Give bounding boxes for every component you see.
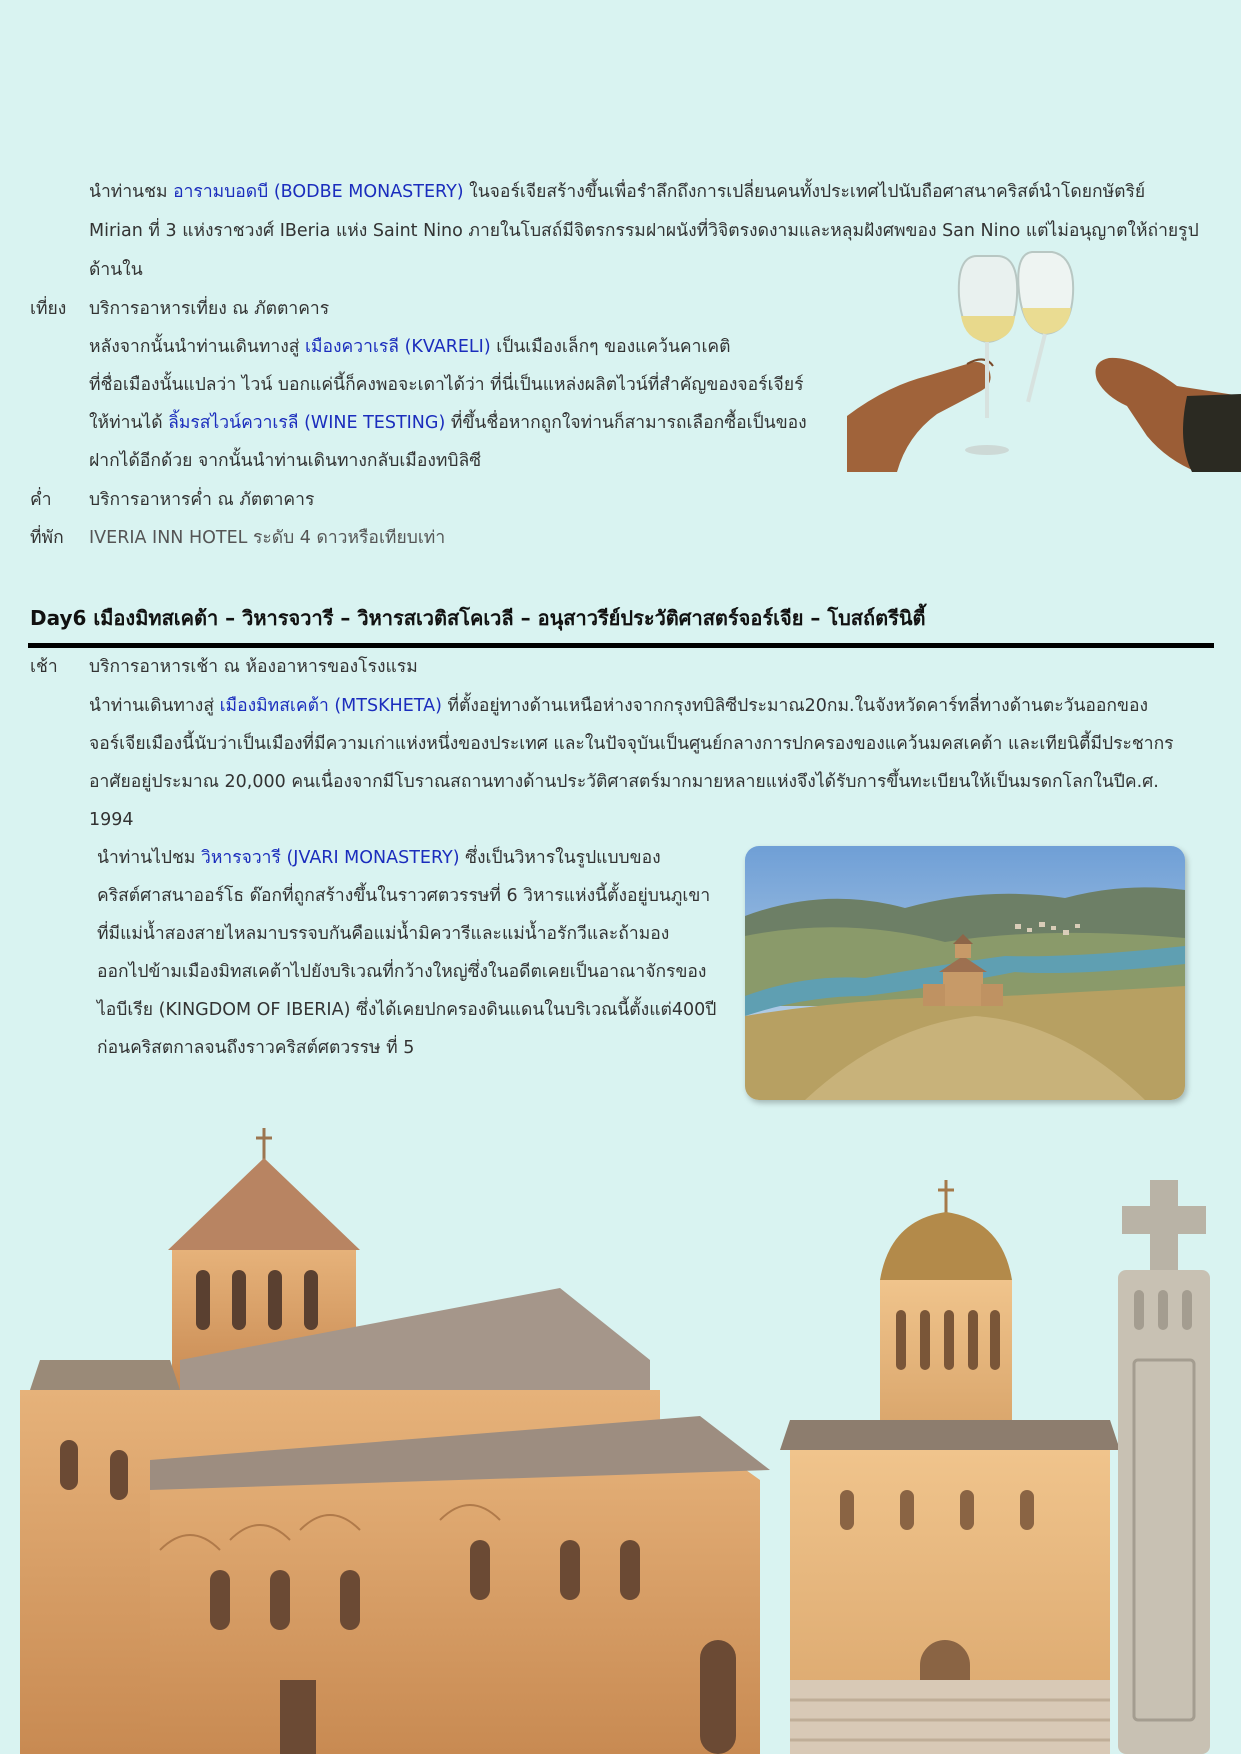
jvari-monastery-photo xyxy=(745,846,1185,1100)
mtskheta-line-2: จอร์เจียเมืองนี้นับว่าเป็นเมืองที่มีความเก่าแห่งหนึ่งของประเทศ และในปัจจุบันเป็นศูนย์กลางการปกครองของแคว้นมคสเคต้า และเทียนิตี้มีประชากร xyxy=(89,734,1174,754)
jvari-line-1 xyxy=(97,846,661,870)
text: นำท่านไปชม xyxy=(97,848,202,868)
lunch-label: เที่ยง xyxy=(30,299,67,319)
text: ที่ขึ้นชื่อหากถูกใจท่านก็สามารถเลือกซื้อเป็นของ xyxy=(445,413,807,433)
bodbe-line-1 xyxy=(89,180,1145,204)
bodbe-monastery-name: อารามบอดบี (BODBE MONASTERY) xyxy=(173,182,464,202)
text: นำท่านชม xyxy=(89,182,174,202)
wine-testing-name: ลิ้มรสไวน์ควาเรลี (WINE TESTING) xyxy=(168,413,446,433)
mtskheta-name: เมืองมิทสเคต้า (MTSKHETA) xyxy=(219,696,442,716)
breakfast-text: บริการอาหารเช้า ณ ห้องอาหารของโรงแรม xyxy=(89,657,418,677)
text: ซึ่งเป็นวิหารในรูปแบบของ xyxy=(459,848,661,868)
mtskheta-line-1 xyxy=(89,694,1148,718)
jvari-line-2: คริสต์ศาสนาออร์โธ ด๊อกที่ถูกสร้างขึ้นในราวศตวรรษที่ 6 วิหารแห่งนี้ตั้งอยู่บนภูเขา xyxy=(97,886,711,906)
text: ที่ตั้งอยู่ทางด้านเหนือห่างจากกรุงทบิลิซีประมาณ20กม.ในจังหวัดคาร์ทลี่ทางด้านตะวันออกของ xyxy=(441,696,1149,716)
jvari-line-3: ที่มีแม่น้ำสองสายไหลมาบรรจบกันคือแม่น้ำมิควารีและแม่น้ำอรักวีและถ้ามอง xyxy=(97,924,670,944)
hotel-label: ที่พัก xyxy=(30,528,64,548)
kvareli-name: เมืองควาเรลี (KVARELI) xyxy=(304,337,491,357)
mtskheta-line-3: อาศัยอยู่ประมาณ 20,000 คนเนื่องจากมีโบราณสถานทางด้านประวัติศาสตร์มากมายหลายแห่งจึงได้รับการขึ้นทะเบียนให้เป็นมรดกโลกในปีค.ศ. xyxy=(89,772,1159,792)
kvareli-line-1 xyxy=(89,335,731,359)
text: ในจอร์เจียสร้างขึ้นเพื่อรำลึกถึงการเปลี่ยนคนทั้งประเทศไปนับถือศาสนาคริสต์นำโดยกษัตริย์ xyxy=(463,182,1146,202)
day6-title: Day6 เมืองมิทสเคต้า – วิหารจวารี – วิหารสเวติสโคเวลี – อนุสาวรีย์ประวัติศาสตร์จอร์เจีย – โบสถ์ตรีนิตี้ xyxy=(30,606,926,630)
text: นำท่านเดินทางสู่ xyxy=(89,696,220,716)
wine-toast-image xyxy=(847,246,1241,472)
text: ให้ท่านได้ xyxy=(89,413,169,433)
jvari-line-5: ไอบีเรีย (KINGDOM OF IBERIA) ซึ่งได้เคยปกครองดินแดนในบริเวณนี้ตั้งแต่400ปี xyxy=(97,1000,717,1020)
jvari-line-6: ก่อนคริสตกาลจนถึงราวคริสต์ศตวรรษ ที่ 5 xyxy=(97,1038,415,1058)
mtskheta-line-4: 1994 xyxy=(89,810,134,830)
kvareli-line-2: ที่ชื่อเมืองนั้นแปลว่า ไวน์ บอกแค่นี้ก็คงพอจะเดาได้ว่า ที่นี่เป็นแหล่งผลิตไวน์ที่สำคัญของจอร์เจียร์ xyxy=(89,375,804,395)
kvareli-line-4: ฝากได้อีกด้วย จากนั้นนำท่านเดินทางกลับเมืองทบิลิซี xyxy=(89,451,482,471)
bodbe-line-3: ด้านใน xyxy=(89,260,143,280)
dinner-text: บริการอาหารค่ำ ณ ภัตตาคาร xyxy=(89,490,315,510)
dinner-label: ค่ำ xyxy=(30,490,52,510)
text: เป็นเมืองเล็กๆ ของแคว้นคาเคติ xyxy=(490,337,731,357)
jvari-line-4: ออกไปข้ามเมืองมิทสเคต้าไปยังบริเวณที่กว้างใหญ่ซึ่งในอดีตเคยเป็นอาณาจักรของ xyxy=(97,962,707,982)
hotel-text: IVERIA INN HOTEL ระดับ 4 ดาวหรือเทียบเท่า xyxy=(89,528,446,548)
breakfast-label: เช้า xyxy=(30,657,58,677)
lunch-text: บริการอาหารเที่ยง ณ ภัตตาคาร xyxy=(89,299,330,319)
text: หลังจากนั้นนำท่านเดินทางสู่ xyxy=(89,337,305,357)
bodbe-line-2: Mirian ที่ 3 แห่งราชวงศ์ IBeria แห่ง Saint Nino ภายในโบสถ์มีจิตรกรรมฝาผนังที่วิจิตรงดงามและหลุมฝังศพของ San Nino แต่ไม่อนุญาตให้ถ่ายรูป xyxy=(89,221,1199,241)
jvari-monastery-name: วิหารจวารี (JVARI MONASTERY) xyxy=(201,848,460,868)
georgian-churches-image xyxy=(0,1120,1241,1754)
day6-divider xyxy=(28,643,1214,648)
kvareli-line-3 xyxy=(89,411,807,435)
